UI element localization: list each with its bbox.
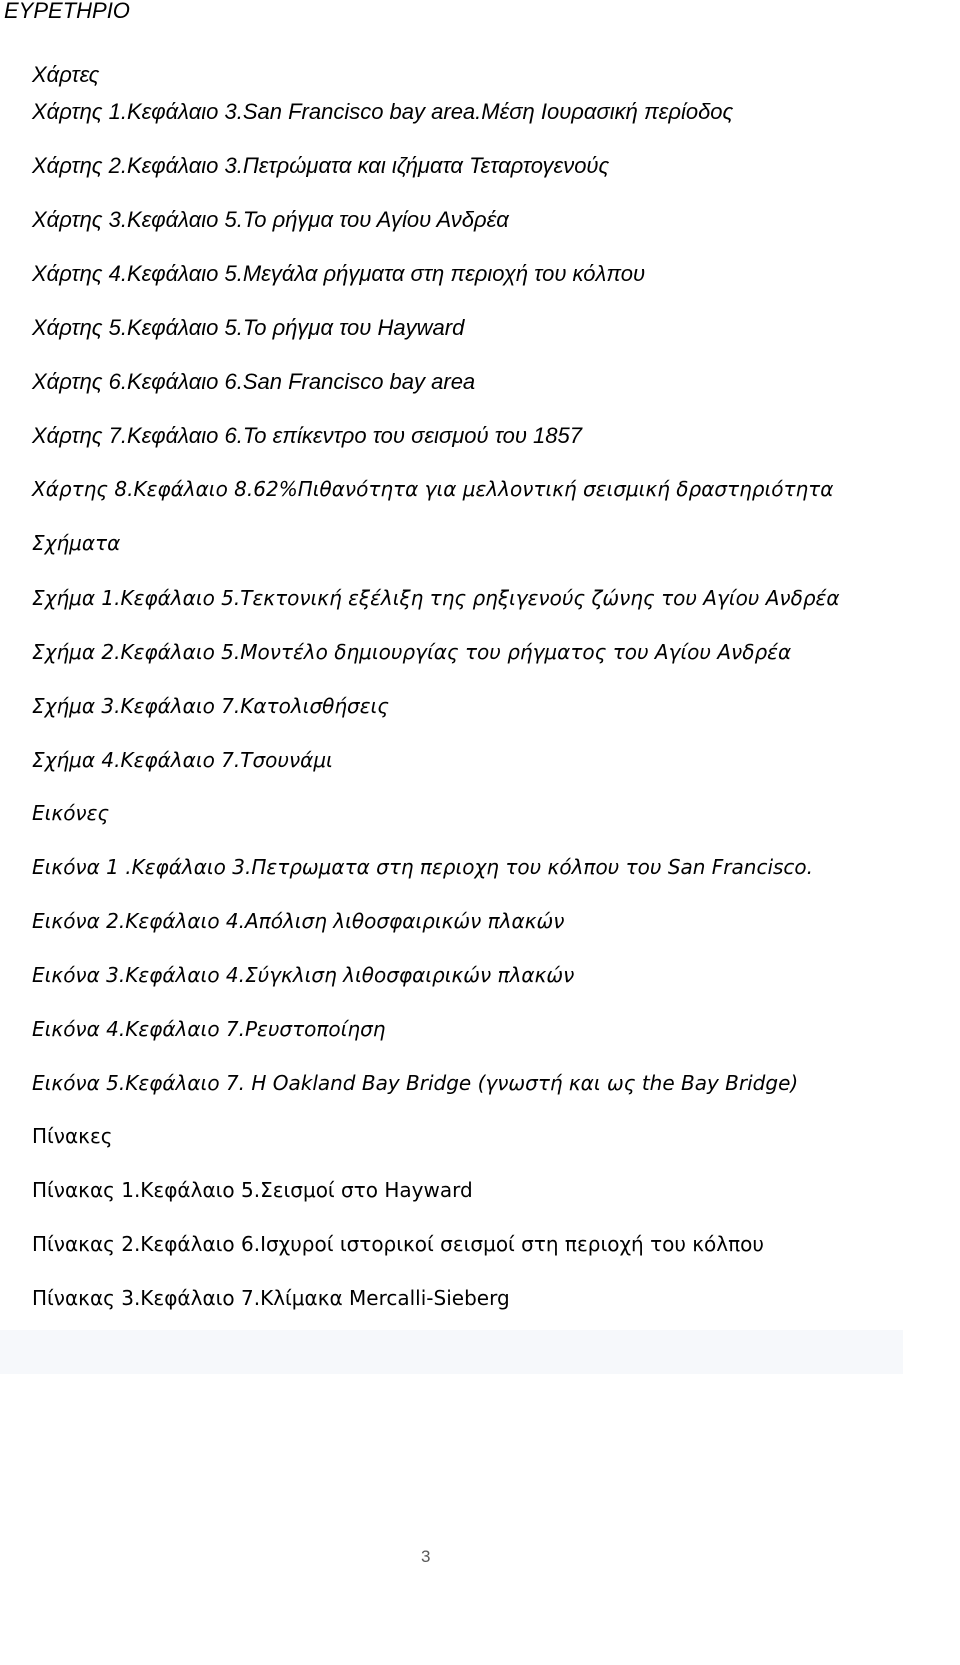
index-entry-image-1: Εικόνα 1 .Κεφάλαιο 3.Πετρωματα στη περιοχη του κόλπου του San Francisco.	[32, 855, 814, 879]
index-entry-figure-3: Σχήμα 3.Κεφάλαιο 7.Κατολισθήσεις	[32, 694, 390, 718]
index-entry-map-6: Χάρτης 6.Κεφάλαιο 6.San Francisco bay area	[32, 369, 476, 394]
index-entry-image-2: Εικόνα 2.Κεφάλαιο 4.Απόλιση λιθοσφαιρικών πλακών	[32, 909, 565, 933]
index-entry-figure-1: Σχήμα 1.Κεφάλαιο 5.Τεκτονική εξέλιξη της ρηξιγενούς ζώνης του Αγίου Ανδρέα	[32, 586, 840, 610]
index-entry-table-2: Πίνακας 2.Κεφάλαιο 6.Ισχυροί ιστορικοί σεισμοί στη περιοχή του κόλπου	[32, 1232, 764, 1256]
index-entry-figure-2: Σχήμα 2.Κεφάλαιο 5.Μοντέλο δημιουργίας του ρήγματος του Αγίου Ανδρέα	[32, 640, 792, 664]
index-entry-map-7: Χάρτης 7.Κεφάλαιο 6.Το επίκεντρο του σεισμού του 1857	[32, 423, 582, 448]
section-heading-maps: Χάρτες	[32, 62, 100, 87]
index-entry-map-2: Χάρτης 2.Κεφάλαιο 3.Πετρώματα και ιζήματα Τεταρτογενούς	[32, 153, 610, 178]
index-entry-table-3: Πίνακας 3.Κεφάλαιο 7.Κλίμακα Mercalli-Sieberg	[32, 1286, 510, 1310]
index-entry-image-4: Εικόνα 4.Κεφάλαιο 7.Ρευστοποίηση	[32, 1017, 386, 1041]
index-entry-table-1: Πίνακας 1.Κεφάλαιο 5.Σεισμοί στο Hayward	[32, 1178, 473, 1202]
index-entry-map-1: Χάρτης 1.Κεφάλαιο 3.San Francisco bay area.Μέση Ιουρασική περίοδος	[32, 99, 734, 124]
section-heading-figures: Σχήματα	[32, 531, 121, 555]
index-entry-map-3: Χάρτης 3.Κεφάλαιο 5.Το ρήγμα του Αγίου Ανδρέα	[32, 207, 509, 232]
index-entry-figure-4: Σχήμα 4.Κεφάλαιο 7.Τσουνάμι	[32, 748, 333, 772]
index-entry-map-8: Χάρτης 8.Κεφάλαιο 8.62%Πιθανότητα για μελλοντική σεισμική δραστηριότητα	[32, 477, 834, 501]
index-entry-image-3: Εικόνα 3.Κεφάλαιο 4.Σύγκλιση λιθοσφαιρικών πλακών	[32, 963, 575, 987]
index-entry-image-5: Εικόνα 5.Κεφάλαιο 7. Η Oakland Bay Bridge (γνωστή και ως the Bay Bridge)	[32, 1071, 799, 1095]
page-number: 3	[421, 1547, 431, 1566]
index-entry-map-5: Χάρτης 5.Κεφάλαιο 5.Το ρήγμα του Hayward	[32, 315, 465, 340]
section-heading-tables: Πίνακες	[32, 1124, 113, 1148]
page-title: ΕΥΡΕΤΗΡΙΟ	[4, 0, 130, 23]
index-entry-map-4: Χάρτης 4.Κεφάλαιο 5.Μεγάλα ρήγματα στη περιοχή του κόλπου	[32, 261, 646, 286]
page-footer-band	[0, 1330, 903, 1374]
section-heading-images: Εικόνες	[32, 801, 110, 825]
